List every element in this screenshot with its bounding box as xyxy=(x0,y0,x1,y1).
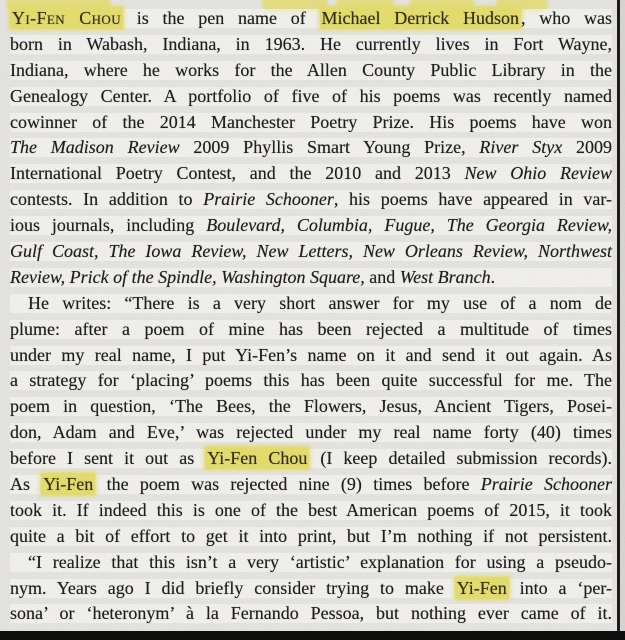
text-line xyxy=(10,498,612,524)
highlighted-name: Yi-Fen Chou xyxy=(12,8,121,28)
text-line xyxy=(10,265,612,291)
text-line xyxy=(10,576,612,602)
text-run: sona’ or ‘heteronym’ à la Fernando Pessoa, but nothing ever came of it. xyxy=(10,603,612,624)
text-run: , his poems have appeared in var- xyxy=(333,189,612,210)
italic-journal-title: River Styx xyxy=(479,137,563,158)
text-run: quite a bit of effort to get it into print, but I’m nothing if not persistent. xyxy=(10,525,612,546)
text-run: (I keep detailed submission records). xyxy=(309,448,613,469)
scan-edge-strip xyxy=(620,0,625,640)
text-run: . xyxy=(490,266,496,287)
scan-bottom-bar xyxy=(0,631,625,640)
italic-journal-title: Prairie Schooner xyxy=(203,189,334,210)
italic-journal-title: New Ohio Review xyxy=(464,163,612,184)
text-line xyxy=(10,32,612,58)
highlighted-name: Michael Derrick Hudson xyxy=(321,8,519,28)
text-line xyxy=(10,524,612,550)
text-line xyxy=(10,472,612,498)
italic-journal-title: Review, Prick of the Spindle, Washington Square, xyxy=(10,266,365,287)
text-run: and xyxy=(364,266,400,287)
text-run: He writes: “There is a very short answer for my use of a nom de xyxy=(28,292,612,313)
text-run: a strategy for ‘placing’ poems this has been quite successful for me. The xyxy=(10,370,612,391)
text-line xyxy=(10,394,612,420)
text-run: cowinner of the 2014 Manchester Poetry Prize. His poems have won xyxy=(10,111,612,132)
text-line xyxy=(10,187,612,213)
text-line xyxy=(10,550,612,576)
text-run: before I sent it out as xyxy=(10,448,206,469)
text-run: ious journals, including xyxy=(10,215,207,236)
text-run: International Poetry Contest, and the 2010 and 2013 xyxy=(10,163,465,184)
text-run: As xyxy=(10,474,42,495)
text-line xyxy=(10,368,612,394)
text-run: plume: after a poem of mine has been rejected a multitude of times xyxy=(10,318,612,339)
text-run: , who was xyxy=(520,8,612,28)
text-run: “I realize that this isn’t a very ‘artistic’ explanation for using a pseudo- xyxy=(28,551,612,572)
text-run: took it. If indeed this is one of the best American poems of 2015, it took xyxy=(10,499,612,520)
text-run: born in Wabash, Indiana, in 1963. He currently lives in Fort Wayne, xyxy=(10,33,612,54)
text-line xyxy=(10,84,612,110)
highlighted-name: Yi-Fen xyxy=(43,474,94,495)
text-run: Genealogy Center. A portfolio of five of his poems was recently named xyxy=(10,85,612,106)
text-line xyxy=(10,6,612,32)
italic-journal-title: Gulf Coast, The Iowa Review, New Letters, New Orleans Review, Northwest xyxy=(10,241,612,262)
text-run: nym. Years ago I did briefly consider trying to make xyxy=(10,577,455,598)
text-run: under my real name, I put Yi-Fen’s name on it and send it out again. As xyxy=(10,344,612,365)
italic-journal-title: Boulevard, Columbia, Fugue, The Georgia Review, xyxy=(206,215,612,236)
text-line xyxy=(10,239,612,265)
text-line xyxy=(10,601,612,627)
text-run: 2009 xyxy=(562,137,612,158)
text-line xyxy=(10,58,612,84)
text-line xyxy=(10,135,612,161)
text-run: is the pen name of xyxy=(123,8,320,28)
text-line xyxy=(10,110,612,136)
text-line xyxy=(10,317,612,343)
page-text xyxy=(10,6,612,627)
text-line xyxy=(10,291,612,317)
highlighted-name: Yi-Fen xyxy=(456,577,507,598)
text-run: 2009 Phyllis Smart Young Prize, xyxy=(179,137,480,158)
text-line xyxy=(10,446,612,472)
text-run: poem in question, ‘The Bees, the Flowers, Jesus, Ancient Tigers, Posei- xyxy=(10,396,612,417)
text-line xyxy=(10,161,612,187)
text-run: the poem was rejected nine (9) times before xyxy=(95,474,481,495)
text-line xyxy=(10,343,612,369)
text-run: Indiana, where he works for the Allen County Public Library in the xyxy=(10,59,612,80)
italic-journal-title: The Madison Review xyxy=(10,137,180,158)
text-run: into a ‘per- xyxy=(508,577,612,598)
text-run: contests. In addition to xyxy=(10,189,204,210)
italic-journal-title: Prairie Schooner xyxy=(480,474,612,495)
italic-journal-title: West Branch xyxy=(399,266,491,287)
text-run: don, Adam and Eve,’ was rejected under my real name forty (40) times xyxy=(10,422,612,443)
text-line xyxy=(10,420,612,446)
highlighted-name: Yi-Fen Chou xyxy=(207,448,308,469)
text-line xyxy=(10,213,612,239)
